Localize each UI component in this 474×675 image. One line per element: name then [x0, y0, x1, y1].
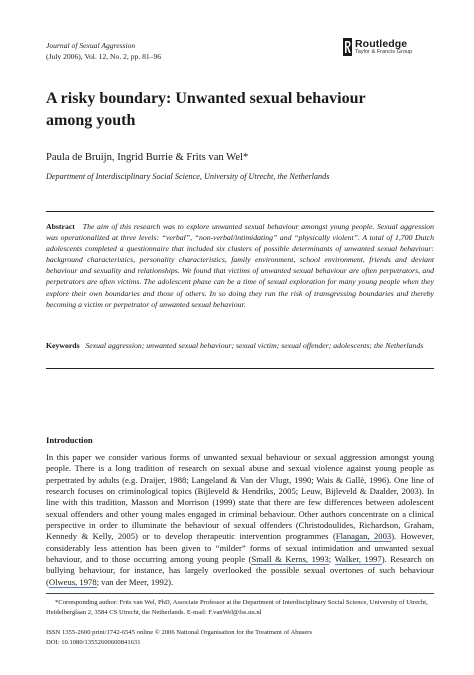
- issn-line: ISSN 1355-2600 print/1742-6545 online © 2006 National Organisation for the Treatment of Abusers: [46, 629, 313, 636]
- intro-text-3: ). Research on bullying behaviour, for instance, has largely overlooked the possible sexual overtones of such behaviour (: [46, 554, 434, 587]
- keywords-block: [46, 340, 434, 351]
- citation-link-walker[interactable]: Walker, 1997: [334, 554, 382, 565]
- publisher-subtitle: Taylor & Francis Group: [355, 49, 413, 55]
- publisher-logo: [343, 38, 443, 60]
- citation-separator: ;: [328, 554, 335, 565]
- abstract-top-rule: [46, 211, 434, 212]
- keywords-label: Keywords: [46, 341, 80, 350]
- journal-citation: [46, 40, 161, 62]
- article-authors: Paula de Bruijn, Ingrid Burrie & Frits van Wel*: [46, 152, 249, 163]
- citation-link-flanagan[interactable]: Flanagan, 2003: [335, 531, 392, 542]
- keywords-text: Sexual aggression; unwanted sexual behaviour; sexual victim; sexual offender; adolescents; the Netherlands: [85, 341, 424, 350]
- citation-link-olweus[interactable]: Olweus, 1978: [48, 576, 97, 587]
- introduction-paragraph: [46, 452, 434, 588]
- citation-link-small-kerns[interactable]: Small & Kerns, 1993: [251, 554, 329, 565]
- abstract-label: Abstract: [46, 222, 75, 231]
- journal-name: Journal of Sexual Aggression: [46, 41, 136, 50]
- abstract-block: [46, 221, 434, 310]
- author-affiliation: Department of Interdisciplinary Social Science, University of Utrecht, the Netherlands: [46, 172, 330, 181]
- publisher-name: Routledge: [355, 38, 408, 50]
- section-heading-introduction: Introduction: [46, 435, 93, 445]
- intro-text-2: ). However, considerably less attention has been given to “milder” forms of sexual intimidation and unwanted sexual behaviour, and to those occurring among young people (: [46, 531, 434, 565]
- article-title: A risky boundary: Unwanted sexual behaviour among youth: [46, 90, 366, 129]
- doi-line: DOI: 10.1080/13552600600841631: [46, 638, 141, 646]
- intro-text-4: ; van der Meer, 1992).: [96, 576, 174, 587]
- footnote-rule: [46, 593, 434, 594]
- journal-issue: (July 2006), Vol. 12, No. 2, pp. 81–96: [46, 52, 162, 61]
- corresponding-author-footnote: *Corresponding author: Frits van Wel, PhD, Associate Professor at the Department of Interdisciplinary Social Science, University of Utrecht, Heidelberglaan 2, 3584 CS Utrecht, the Netherlands. E-mail: F.vanWel@fss.uu.nl: [46, 599, 428, 616]
- abstract-bottom-rule: [46, 368, 434, 369]
- intro-text-1: In this paper we consider various forms of unwanted sexual behaviour or sexual aggression amongst young people. There is a long tradition of research on sexual abuse and sexual violence against young people as perpetrated by adults (e.g. Draijer, 1988; Langeland & Van der Vlugt, 1990; Wais & Gallè, 1996). One line of research focuses on criminological topics (Bijleveld & Hendriks, 2005; Leuw, Bijleveld & Daalder, 2003). In line with this tradition, Masson and Morrison (1999) state that there are few differences between adolescent sexual offenders and other young males engaged in criminal behaviour. Other authors concentrate on a clinical perspective in order to illuminate the behaviour of sexual offenders (Christodoulides, Richardson, Graham, Kennedy & Kelly, 2005) or to develop therapeutic intervention programmes (: [46, 452, 434, 542]
- routledge-logo-icon: [343, 38, 352, 56]
- issn-block: [46, 628, 312, 647]
- abstract-text: The aim of this research was to explore unwanted sexual behaviour amongst young people. Sexual aggression was operationalized at three levels: “verbal”, “non-verbal/intimidating” and “physically violent”. A total of 1,700 Dutch adolescents completed a questionnaire that included six clusters of possible determinants of unwanted sexual behaviour: background characteristics, personality characteristics, family environment, school environment, friends and deviant behaviour and sexuality and relationships. We found that victims of unwanted sexual behaviour are often perpetrators, and perpetrators are often victims. The adolescent phase can be a time of sexual exploration for many young people when they explore their own boundaries and those of others. In so doing they run the risk of transgressing boundaries and thereby becoming a victim or perpetrator of unwanted sexual behaviour.: [46, 222, 435, 309]
